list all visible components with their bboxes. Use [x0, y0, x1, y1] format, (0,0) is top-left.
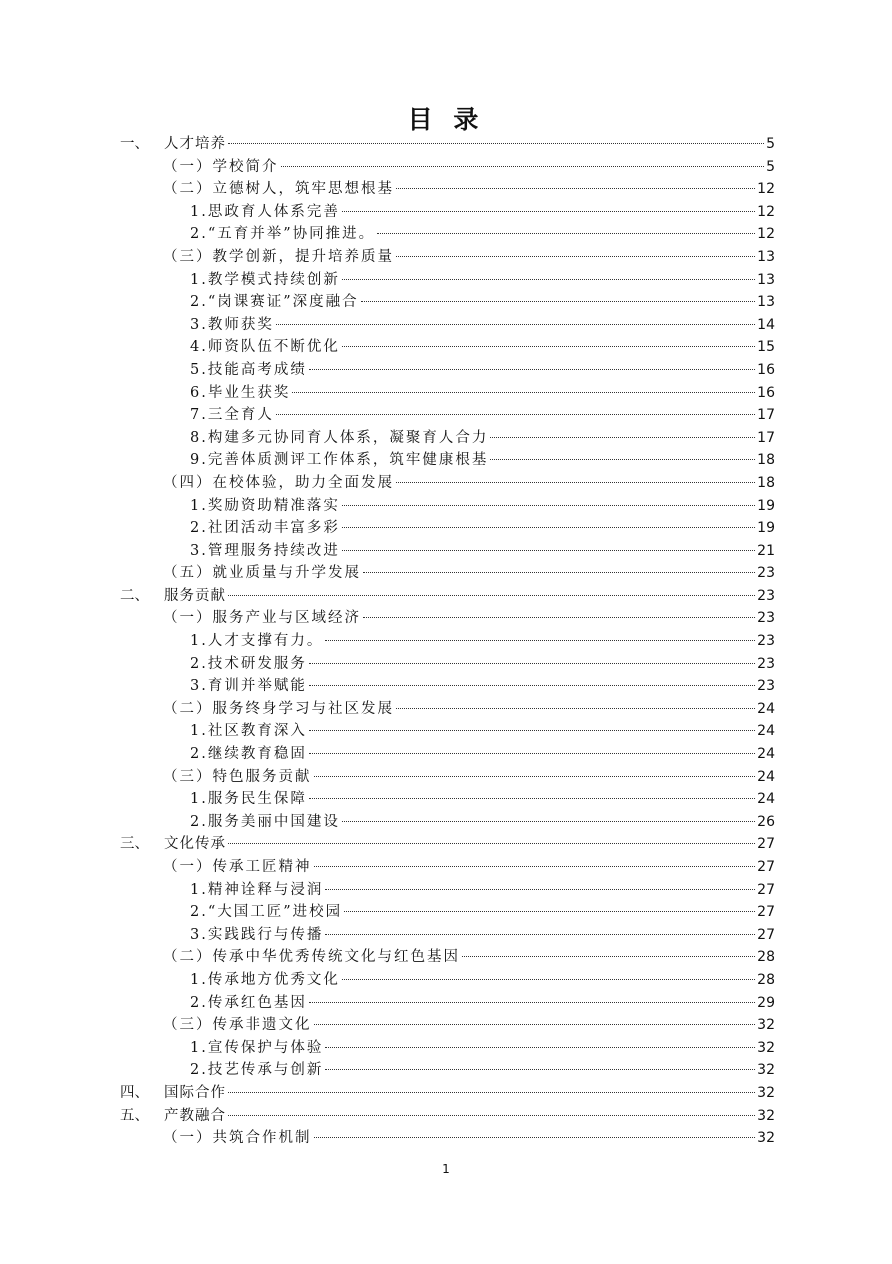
- toc-entry-page: 14: [757, 316, 775, 333]
- toc-entry-title: 2.技术研发服务: [190, 655, 307, 672]
- dot-leader: [276, 324, 755, 325]
- toc-entry-page: 32: [757, 1039, 775, 1056]
- toc-entry-title: 2.“岗课赛证”深度融合: [190, 294, 359, 311]
- dot-leader: [281, 166, 765, 167]
- toc-entry-body: [190, 969, 775, 992]
- toc-entry-body: [163, 766, 775, 789]
- dot-leader: [344, 911, 755, 912]
- toc-entry-body: [190, 1037, 775, 1060]
- toc-entry-page: 23: [757, 655, 775, 672]
- toc-entry-page: 16: [757, 384, 775, 401]
- toc-entry-number: 四、: [120, 1084, 149, 1101]
- toc-entry-title: 3.教师获奖: [190, 316, 274, 333]
- toc-entry-title: （一）服务产业与区域经济: [163, 610, 361, 627]
- dot-leader: [342, 279, 755, 280]
- toc-entry-title: 3.管理服务持续改进: [190, 542, 340, 559]
- toc-entry-body: [163, 698, 775, 721]
- toc-entry-body: [190, 540, 775, 563]
- toc-entry-body: [164, 833, 775, 856]
- toc-entry-number: 一、: [120, 136, 149, 152]
- dot-leader: [377, 233, 755, 234]
- dot-leader: [325, 889, 755, 890]
- dot-leader: [396, 708, 755, 709]
- dot-leader: [363, 572, 755, 573]
- toc-entry-page: 27: [757, 881, 775, 898]
- toc-entry-body: [190, 201, 775, 224]
- toc-entry[interactable]: [0, 653, 892, 676]
- toc-entry-title: （五）就业质量与升学发展: [163, 565, 361, 582]
- toc-entry-page: 32: [757, 1084, 775, 1101]
- toc-entry-title: 3.育训并举赋能: [190, 678, 307, 695]
- toc-entry[interactable]: [0, 743, 892, 766]
- toc-entry-title: （四）在校体验，助力全面发展: [163, 474, 394, 491]
- toc-entry[interactable]: [0, 133, 892, 156]
- toc-entry-body: [163, 1127, 775, 1150]
- toc-entry-page: 15: [757, 339, 775, 356]
- toc-entry-title: （三）教学创新，提升培养质量: [163, 248, 394, 265]
- toc-entry[interactable]: [0, 1014, 892, 1037]
- toc-entry-body: [190, 382, 775, 405]
- toc-entry-body: [163, 856, 775, 879]
- toc-entry-page: 27: [757, 836, 775, 853]
- toc-entry-title: 1.传承地方优秀文化: [190, 971, 340, 988]
- toc-entry-title: 产教融合: [164, 1107, 226, 1124]
- toc-entry[interactable]: [0, 879, 892, 902]
- dot-leader: [228, 143, 764, 144]
- toc-entry-page: 28: [757, 971, 775, 988]
- dot-leader: [342, 346, 755, 347]
- toc-entry[interactable]: [0, 336, 892, 359]
- dot-leader: [292, 392, 755, 393]
- toc-entry-title: 8.构建多元协同育人体系，凝聚育人合力: [190, 429, 489, 446]
- toc-entry-page: 32: [757, 1017, 775, 1034]
- toc-entry-body: [190, 314, 775, 337]
- toc-entry-page: 32: [757, 1062, 775, 1079]
- toc-entry-body: [190, 291, 775, 314]
- toc-entry-body: [190, 811, 775, 834]
- toc-entry-title: （一）传承工匠精神: [163, 859, 312, 875]
- toc-entry-body: [164, 1082, 775, 1105]
- dot-leader: [276, 414, 755, 415]
- toc-entry-body: [164, 133, 775, 156]
- toc-entry-title: 1.精神诠释与浸润: [190, 881, 324, 898]
- toc-entry[interactable]: [0, 698, 892, 721]
- toc-entry[interactable]: [0, 201, 892, 224]
- toc-entry[interactable]: [0, 449, 892, 472]
- toc-entry-page: 5: [766, 158, 775, 175]
- toc-entry-page: 12: [757, 226, 775, 243]
- toc-entry-page: 13: [757, 294, 775, 311]
- dot-leader: [342, 821, 755, 822]
- toc-entry-page: 32: [757, 1130, 775, 1147]
- dot-leader: [314, 1137, 756, 1138]
- toc-entry-page: 19: [757, 497, 775, 514]
- toc-entry-title: （三）传承非遗文化: [163, 1017, 312, 1034]
- toc-entry-page: 23: [757, 565, 775, 582]
- toc-entry-title: 2.技艺传承与创新: [190, 1062, 324, 1079]
- toc-entry-page: 19: [757, 520, 775, 537]
- toc-entry[interactable]: [0, 607, 892, 630]
- toc-entry-body: [190, 404, 775, 427]
- toc-entry-body: [164, 585, 775, 608]
- toc-entry-body: [190, 495, 775, 518]
- dot-leader: [309, 753, 755, 754]
- dot-leader: [309, 730, 755, 731]
- toc-entry-page: 5: [766, 136, 775, 152]
- toc-entry-body: [164, 1105, 775, 1128]
- dot-leader: [342, 550, 755, 551]
- toc-entry-body: [163, 156, 775, 179]
- toc-entry-body: [163, 562, 775, 585]
- toc-entry-body: [163, 946, 775, 969]
- toc-entry[interactable]: [0, 404, 892, 427]
- toc-entry-body: [190, 1059, 775, 1082]
- toc-entry-page: 24: [757, 723, 775, 740]
- toc-entry-title: 7.三全育人: [190, 407, 274, 424]
- toc-entry-page: 17: [757, 429, 775, 446]
- toc-entry-page: 23: [757, 587, 775, 604]
- toc-entry[interactable]: [0, 1127, 892, 1150]
- toc-entry-page: 13: [757, 271, 775, 288]
- dot-leader: [396, 256, 755, 257]
- toc-entry[interactable]: [0, 788, 892, 811]
- toc-entry-page: 21: [757, 542, 775, 559]
- toc-entry-body: [190, 924, 775, 947]
- toc-entry-body: [163, 1014, 775, 1037]
- toc-entry[interactable]: [0, 901, 892, 924]
- toc-entry-body: [163, 607, 775, 630]
- toc-entry-page: 24: [757, 746, 775, 763]
- toc-entry-page: 32: [757, 1107, 775, 1124]
- toc-entry[interactable]: [0, 472, 892, 495]
- toc-entry-page: 16: [757, 361, 775, 378]
- toc-entry-title: 2.“五育并举”协同推进。: [190, 226, 376, 243]
- toc-entry-title: （一）学校简介: [163, 158, 279, 175]
- toc-entry[interactable]: [0, 585, 892, 608]
- toc-entry-title: 2.服务美丽中国建设: [190, 813, 340, 830]
- toc-entry-page: 26: [757, 813, 775, 830]
- toc-entry[interactable]: [0, 517, 892, 540]
- toc-entry-title: 1.人才支撑有力。: [190, 633, 324, 650]
- dot-leader: [228, 1115, 755, 1116]
- toc-entry[interactable]: [0, 246, 892, 269]
- toc-entry-body: [163, 178, 775, 201]
- dot-leader: [325, 934, 755, 935]
- toc-entry-body: [190, 675, 775, 698]
- toc-entry-page: 23: [757, 610, 775, 627]
- toc-entry-body: [190, 743, 775, 766]
- toc-entry[interactable]: [0, 562, 892, 585]
- toc-entry-body: [190, 879, 775, 902]
- toc-entry-title: 1.服务民生保障: [190, 791, 307, 808]
- toc-entry-page: 13: [757, 248, 775, 265]
- toc-entry-title: 9.完善体质测评工作体系，筑牢健康根基: [190, 452, 489, 469]
- toc-entry-page: 24: [757, 700, 775, 717]
- dot-leader: [228, 595, 755, 596]
- toc-entry[interactable]: [0, 720, 892, 743]
- toc-entry-body: [190, 788, 775, 811]
- dot-leader: [228, 1092, 755, 1093]
- toc-entry-title: （三）特色服务贡献: [163, 768, 312, 785]
- toc-entry[interactable]: [0, 382, 892, 405]
- dot-leader: [462, 956, 755, 957]
- toc-entry-title: 服务贡献: [164, 587, 226, 604]
- toc-entry-body: [190, 720, 775, 743]
- toc-entry[interactable]: [0, 833, 892, 856]
- toc-entry-page: 18: [757, 452, 775, 469]
- toc-entry[interactable]: [0, 495, 892, 518]
- toc-entry-title: 5.技能高考成绩: [190, 361, 307, 378]
- toc-entry-number: 五、: [120, 1107, 149, 1124]
- toc-entry-title: 2.传承红色基因: [190, 994, 307, 1011]
- toc-entry-body: [190, 223, 775, 246]
- toc-entry-page: 24: [757, 791, 775, 808]
- toc-entry-page: 18: [757, 474, 775, 491]
- toc-entry-page: 27: [757, 904, 775, 921]
- toc-entry-number: 三、: [120, 836, 149, 853]
- toc-entry-title: 人才培养: [164, 136, 226, 152]
- dot-leader: [396, 188, 755, 189]
- toc-entry-number: 二、: [120, 587, 149, 604]
- toc-entry-title: 国际合作: [164, 1084, 226, 1101]
- toc-entry-page: 17: [757, 407, 775, 424]
- dot-leader: [342, 979, 755, 980]
- dot-leader: [342, 505, 755, 506]
- toc-entry-title: 3.实践践行与传播: [190, 926, 324, 943]
- dot-leader: [325, 1047, 755, 1048]
- toc-entry[interactable]: [0, 675, 892, 698]
- toc-entry-body: [190, 427, 775, 450]
- toc-entry-body: [190, 630, 775, 653]
- toc-entry-title: 1.宣传保护与体验: [190, 1039, 324, 1056]
- table-of-contents: [0, 133, 892, 1150]
- toc-entry[interactable]: [0, 969, 892, 992]
- toc-entry[interactable]: [0, 856, 892, 879]
- toc-entry[interactable]: [0, 178, 892, 201]
- dot-leader: [490, 437, 755, 438]
- dot-leader: [314, 866, 756, 867]
- toc-entry[interactable]: [0, 359, 892, 382]
- page-number: 1: [442, 1162, 450, 1176]
- toc-entry-body: [190, 269, 775, 292]
- toc-entry-body: [190, 517, 775, 540]
- dot-leader: [325, 1069, 755, 1070]
- dot-leader: [309, 369, 755, 370]
- page-title: 目 录: [407, 105, 485, 134]
- toc-entry-title: 2.社团活动丰富多彩: [190, 520, 340, 537]
- toc-entry-title: 1.奖励资助精准落实: [190, 497, 340, 514]
- toc-entry-title: 1.教学模式持续创新: [190, 271, 340, 288]
- toc-entry[interactable]: [0, 1082, 892, 1105]
- dot-leader: [361, 301, 756, 302]
- toc-entry-page: 12: [757, 181, 775, 198]
- toc-entry[interactable]: [0, 223, 892, 246]
- toc-entry[interactable]: [0, 314, 892, 337]
- toc-entry-body: [163, 472, 775, 495]
- toc-entry-body: [190, 359, 775, 382]
- dot-leader: [396, 482, 755, 483]
- toc-entry-title: （二）传承中华优秀传统文化与红色基因: [163, 949, 460, 966]
- toc-entry-page: 12: [757, 203, 775, 220]
- toc-entry-title: 2.继续教育稳固: [190, 746, 307, 763]
- toc-entry[interactable]: [0, 291, 892, 314]
- dot-leader: [342, 211, 755, 212]
- toc-entry[interactable]: [0, 269, 892, 292]
- toc-entry-body: [163, 246, 775, 269]
- toc-entry-title: （一）共筑合作机制: [163, 1130, 312, 1147]
- dot-leader: [314, 1024, 756, 1025]
- toc-entry-page: 27: [757, 859, 775, 875]
- toc-entry-title: （二）服务终身学习与社区发展: [163, 700, 394, 717]
- toc-entry-title: 文化传承: [164, 836, 226, 853]
- dot-leader: [325, 640, 755, 641]
- toc-entry[interactable]: [0, 1037, 892, 1060]
- toc-entry-page: 23: [757, 633, 775, 650]
- toc-entry-body: [190, 901, 775, 924]
- toc-entry-page: 28: [757, 949, 775, 966]
- dot-leader: [309, 663, 755, 664]
- toc-entry[interactable]: [0, 1105, 892, 1128]
- toc-entry[interactable]: [0, 766, 892, 789]
- toc-entry-title: （二）立德树人，筑牢思想根基: [163, 181, 394, 198]
- toc-entry-body: [190, 992, 775, 1015]
- toc-entry-page: 29: [757, 994, 775, 1011]
- dot-leader: [342, 527, 755, 528]
- toc-entry[interactable]: [0, 811, 892, 834]
- toc-entry-title: 1.思政育人体系完善: [190, 203, 340, 220]
- dot-leader: [363, 617, 755, 618]
- toc-entry-title: 1.社区教育深入: [190, 723, 307, 740]
- toc-entry-page: 23: [757, 678, 775, 695]
- toc-entry[interactable]: [0, 992, 892, 1015]
- toc-entry-title: 2.“大国工匠”进校园: [190, 904, 343, 921]
- toc-entry[interactable]: [0, 540, 892, 563]
- toc-entry-body: [190, 336, 775, 359]
- dot-leader: [228, 843, 755, 844]
- dot-leader: [490, 459, 755, 460]
- toc-entry[interactable]: [0, 924, 892, 947]
- toc-entry-title: 4.师资队伍不断优化: [190, 339, 340, 356]
- toc-entry[interactable]: [0, 156, 892, 179]
- toc-entry-page: 27: [757, 926, 775, 943]
- toc-entry-body: [190, 449, 775, 472]
- dot-leader: [309, 1002, 755, 1003]
- dot-leader: [314, 776, 756, 777]
- dot-leader: [309, 798, 755, 799]
- toc-entry[interactable]: [0, 1059, 892, 1082]
- toc-entry[interactable]: [0, 427, 892, 450]
- toc-entry[interactable]: [0, 630, 892, 653]
- toc-entry-page: 24: [757, 768, 775, 785]
- toc-entry-body: [190, 653, 775, 676]
- dot-leader: [309, 685, 755, 686]
- toc-entry-title: 6.毕业生获奖: [190, 384, 291, 401]
- toc-entry[interactable]: [0, 946, 892, 969]
